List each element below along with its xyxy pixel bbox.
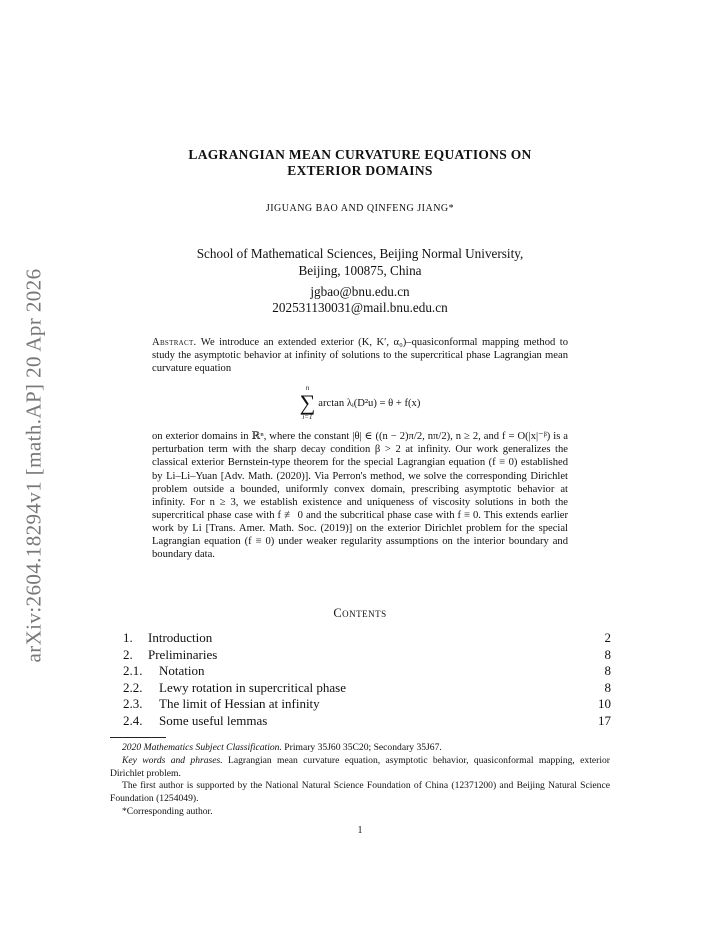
toc-page: 8	[604, 679, 611, 695]
toc-title: Introduction	[148, 630, 213, 645]
toc-page: 10	[598, 696, 611, 711]
toc-title: Notation	[159, 663, 205, 678]
toc-entry[interactable]	[123, 680, 611, 697]
arxiv-stamp-text: arXiv:2604.18294v1 [math.AP] 20 Apr 2026	[21, 268, 46, 662]
keywords-text: Lagrangian mean curvature equation, asymptotic behavior, quasiconformal mapping, exterior Dirichlet problem.	[110, 754, 610, 779]
msc-label: 2020 Mathematics Subject Classification.	[122, 742, 282, 753]
toc-entry[interactable]	[123, 630, 611, 647]
footnotes	[110, 742, 610, 819]
sum-lower-limit: i=1	[302, 413, 313, 422]
email-bao: jgbao@bnu.edu.cn	[310, 284, 410, 299]
abstract-intro	[152, 336, 568, 375]
toc-page: 2	[604, 630, 611, 645]
sigma-symbol: ∑	[299, 390, 316, 416]
toc-title: The limit of Hessian at infinity	[159, 696, 320, 711]
toc-title: Lewy rotation in supercritical phase	[159, 679, 346, 695]
affiliation-line-2: Beijing, 100875, China	[298, 262, 422, 278]
toc-entry[interactable]	[123, 713, 611, 730]
toc-number: 2.	[123, 646, 133, 662]
toc-number: 1.	[123, 630, 133, 645]
toc-number: 2.3.	[123, 696, 143, 711]
toc-page: 8	[604, 646, 611, 662]
table-of-contents	[123, 630, 611, 729]
toc-number: 2.4.	[123, 712, 143, 728]
footnote-msc	[110, 742, 610, 755]
toc-entry[interactable]	[123, 696, 611, 713]
toc-title: Preliminaries	[148, 646, 218, 662]
summation	[300, 385, 316, 421]
footnote-rule	[110, 737, 166, 738]
footnote-keywords	[110, 755, 610, 781]
abstract-heading: Abstract.	[152, 337, 197, 348]
email-jiang: 202531130031@mail.bnu.edu.cn	[272, 300, 448, 315]
abstract	[152, 336, 568, 561]
toc-number: 2.2.	[123, 679, 143, 695]
author-emails	[110, 284, 610, 316]
abstract-intro-text: We introduce an extended exterior (K, K′, α₀)–quasiconformal mapping method to study the asymptotic behavior at infinity of solutions to the supercritical phase Lagrangian mean curvature equation	[152, 337, 568, 375]
toc-page: 17	[598, 712, 611, 728]
title-line-1: LAGRANGIAN MEAN CURVATURE EQUATIONS ON	[188, 147, 532, 162]
toc-page: 8	[604, 663, 611, 678]
sum-upper-limit: n	[305, 384, 310, 393]
affiliation-line-1: School of Mathematical Sciences, Beijing Normal University,	[196, 246, 524, 261]
toc-entry[interactable]	[123, 647, 611, 664]
arxiv-stamp	[8, 240, 60, 690]
toc-title: Some useful lemmas	[159, 712, 268, 728]
display-equation	[152, 377, 568, 429]
equation-body: arctan λᵢ(D²u) = θ + f(x)	[318, 397, 421, 409]
paper-title	[110, 147, 610, 179]
abstract-body: on exterior domains in ℝⁿ, where the constant |θ| ∈ ((n − 2)π/2, nπ/2), n ≥ 2, and f = O(|x|⁻ᵝ) is a perturbation term with the sharp decay condition β > 2 at infinity. Our work generalizes the classical exterior Bernstein-type theorem for the special Lagrangian equation (f ≡ 0) established by Li–Li–Yuan [Adv. Math. (2020)]. Via Perron's method, we solve the corresponding Dirichlet problem outside a bounded, uniformly convex domain, prescribing asymptotic behavior at infinity. For n ≥ 3, we establish existence and uniqueness of viscosity solutions in both the supercritical phase case with f ≢ 0 and the subcritical phase case with f ≡ 0. This extends earlier work by Li [Trans. Amer. Math. Soc. (2019)] on the exterior Dirichlet problem for the special Lagrangian equation (f ≡ 0) under weaker regularity assumptions on the interior boundary and boundary data.	[152, 431, 568, 561]
keywords-label: Key words and phrases.	[122, 754, 223, 766]
toc-number: 2.1.	[123, 663, 143, 678]
page-number: 1	[357, 825, 363, 836]
toc-entry[interactable]	[123, 663, 611, 680]
footnote-corresponding: *Corresponding author.	[122, 805, 213, 817]
footnote-funding: The first author is supported by the National Natural Science Foundation of China (12371200) and Beijing Natural Science Foundation (1254049).	[110, 780, 610, 805]
contents-heading: Contents	[333, 606, 387, 620]
title-line-2: EXTERIOR DOMAINS	[287, 163, 433, 178]
affiliation	[110, 246, 610, 279]
msc-text: Primary 35J60 35C20; Secondary 35J67.	[284, 742, 442, 753]
author-list: JIGUANG BAO AND QINFENG JIANG*	[265, 203, 455, 214]
